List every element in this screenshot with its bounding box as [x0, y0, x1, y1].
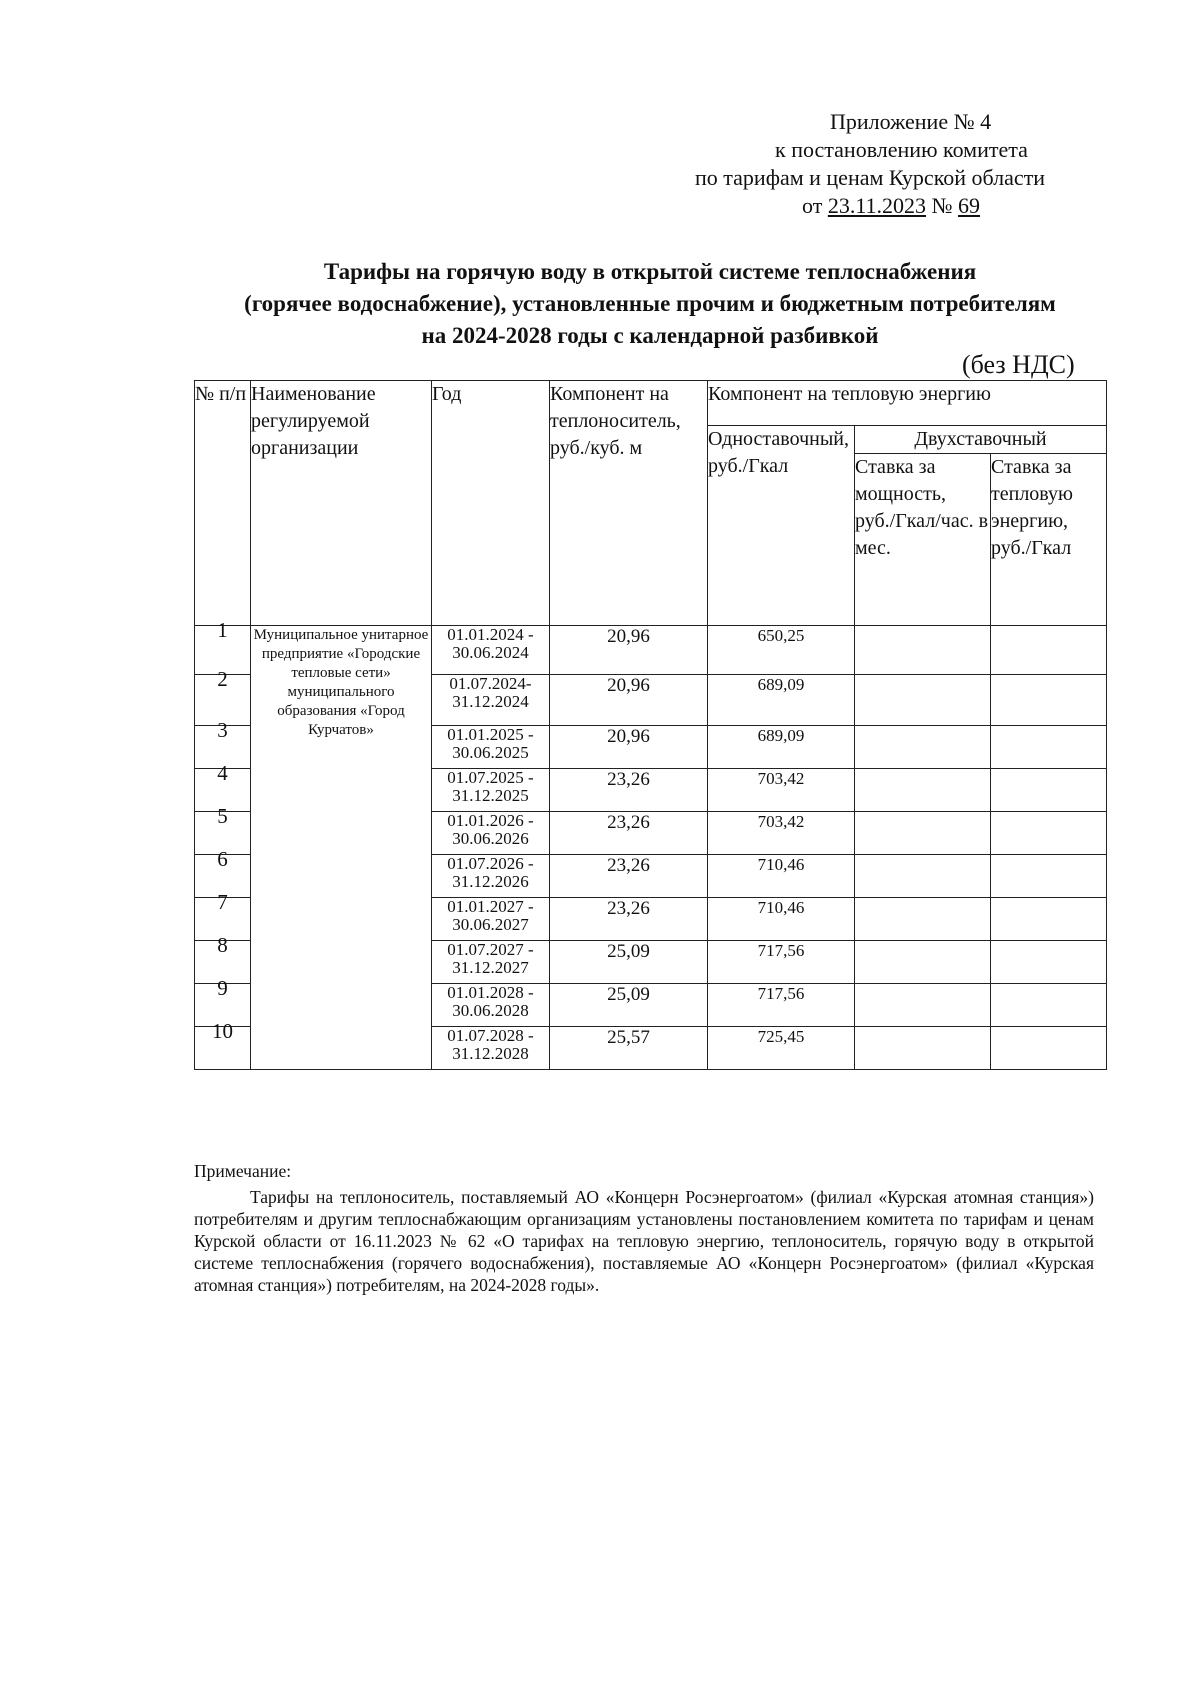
document-title: [170, 256, 1130, 352]
heat-rate-value: [991, 726, 1107, 769]
appendix-line4: [680, 192, 1100, 220]
carrier-value: 20,96: [550, 675, 708, 726]
header-single-rate: Одноставочный, руб./Гкал: [708, 426, 855, 626]
single-rate-value: 689,09: [708, 675, 855, 726]
header-heat-rate: Ставка за тепловую энергию, руб./Гкал: [991, 454, 1107, 626]
carrier-value: 23,26: [550, 812, 708, 855]
single-rate-value: 703,42: [708, 812, 855, 855]
single-rate-value: 710,46: [708, 898, 855, 941]
power-rate-value: [855, 675, 991, 726]
period-cell: 01.01.2024 - 30.06.2024: [432, 626, 550, 675]
carrier-value: 23,26: [550, 769, 708, 812]
appendix-line3: по тарифам и ценам Курской области: [695, 165, 1046, 190]
row-number-text: 5: [217, 804, 228, 828]
row-number-text: 9: [217, 976, 228, 1000]
organization-name: Муниципальное унитарное предприятие «Городские тепловые сети» муниципального образования «Город Курчатов»: [251, 626, 432, 1070]
period-cell: 01.01.2025 - 30.06.2025: [432, 726, 550, 769]
single-rate-value: 710,46: [708, 855, 855, 898]
header-power-rate: Ставка за мощность, руб./Гкал/час. в мес.: [855, 454, 991, 626]
heat-rate-value: [991, 1027, 1107, 1070]
row-number-text: 10: [212, 1019, 233, 1043]
power-rate-value: [855, 726, 991, 769]
power-rate-value: [855, 769, 991, 812]
single-rate-value: 703,42: [708, 769, 855, 812]
carrier-value: 20,96: [550, 626, 708, 675]
appendix-date: 23.11.2023: [827, 193, 927, 218]
power-rate-value: [855, 626, 991, 675]
period-cell: 01.07.2027 - 31.12.2027: [432, 941, 550, 984]
heat-rate-value: [991, 941, 1107, 984]
power-rate-value: [855, 984, 991, 1027]
period-cell: 01.07.2025 - 31.12.2025: [432, 769, 550, 812]
tariff-table: [194, 380, 1107, 1070]
title-line3: на 2024-2028 годы с календарной разбивкой: [421, 323, 879, 348]
header-no: № п/п: [195, 381, 251, 626]
power-rate-value: [855, 1027, 991, 1070]
table-row: [195, 626, 1107, 675]
power-rate-value: [855, 812, 991, 855]
heat-rate-value: [991, 626, 1107, 675]
power-rate-value: [855, 855, 991, 898]
single-rate-value: 689,09: [708, 726, 855, 769]
title-line2: (горячее водоснабжение), установленные прочим и бюджетным потребителям: [244, 291, 1056, 316]
row-number-text: 4: [217, 761, 228, 785]
heat-rate-value: [991, 769, 1107, 812]
note-section: [194, 1160, 1094, 1296]
heat-rate-value: [991, 984, 1107, 1027]
row-number-text: 6: [217, 847, 228, 871]
carrier-value: 25,09: [550, 941, 708, 984]
single-rate-value: 717,56: [708, 941, 855, 984]
carrier-value: 20,96: [550, 726, 708, 769]
period-cell: 01.01.2027 - 30.06.2027: [432, 898, 550, 941]
row-number: [195, 1019, 251, 1070]
single-rate-value: 725,45: [708, 1027, 855, 1070]
appendix-date-prefix: от: [802, 193, 823, 218]
note-label: Примечание:: [194, 1161, 292, 1181]
single-rate-value: 717,56: [708, 984, 855, 1027]
period-cell: 01.01.2026 - 30.06.2026: [432, 812, 550, 855]
carrier-value: 23,26: [550, 855, 708, 898]
period-cell: 01.07.2026 - 31.12.2026: [432, 855, 550, 898]
carrier-value: 25,09: [550, 984, 708, 1027]
period-cell: 01.07.2024- 31.12.2024: [432, 675, 550, 726]
header-two-rate: Двухставочный: [855, 426, 1107, 454]
period-cell: 01.07.2028 - 31.12.2028: [432, 1027, 550, 1070]
row-number-text: 8: [217, 933, 228, 957]
carrier-value: 25,57: [550, 1027, 708, 1070]
header-year: Год: [432, 381, 550, 626]
carrier-value: 23,26: [550, 898, 708, 941]
power-rate-value: [855, 898, 991, 941]
appendix-header: [680, 108, 1100, 220]
appendix-line1: Приложение № 4: [830, 109, 992, 134]
heat-rate-value: [991, 898, 1107, 941]
row-number-text: 2: [217, 667, 228, 691]
header-carrier-component: Компонент на теплоноситель, руб./куб. м: [550, 381, 708, 626]
appendix-line2: к постановлению комитета: [775, 137, 1028, 162]
appendix-number: 69: [958, 193, 981, 218]
appendix-number-sign: №: [931, 193, 953, 218]
note-text: Тарифы на теплоноситель, поставляемый АО «Концерн Росэнергоатом» (филиал «Курская атомная станция») потребителям и другим теплоснабжающим организациям установлены постановлением комитета по тарифам и ценам Курской области от 16.11.2023 № 62 «О тарифах на тепловую энергию, теплоноситель, горячую воду в открытой системе теплоснабжения (горячего водоснабжения), поставляемые АО «Концерн Росэнергоатом» (филиал «Курская атомная станция») потребителям, на 2024-2028 годы».: [194, 1187, 1094, 1295]
heat-rate-value: [991, 675, 1107, 726]
heat-rate-value: [991, 812, 1107, 855]
period-cell: 01.01.2028 - 30.06.2028: [432, 984, 550, 1027]
row-number-text: 7: [217, 890, 228, 914]
heat-rate-value: [991, 855, 1107, 898]
power-rate-value: [855, 941, 991, 984]
row-number-text: 1: [217, 618, 228, 642]
vat-note: (без НДС): [962, 350, 1075, 379]
header-energy-component: Компонент на тепловую энергию: [708, 381, 1107, 426]
row-number-text: 3: [217, 718, 228, 742]
title-line1: Тарифы на горячую воду в открытой системе теплоснабжения: [323, 259, 977, 284]
header-organization: Наименование регулируемой организации: [251, 381, 432, 626]
single-rate-value: 650,25: [708, 626, 855, 675]
